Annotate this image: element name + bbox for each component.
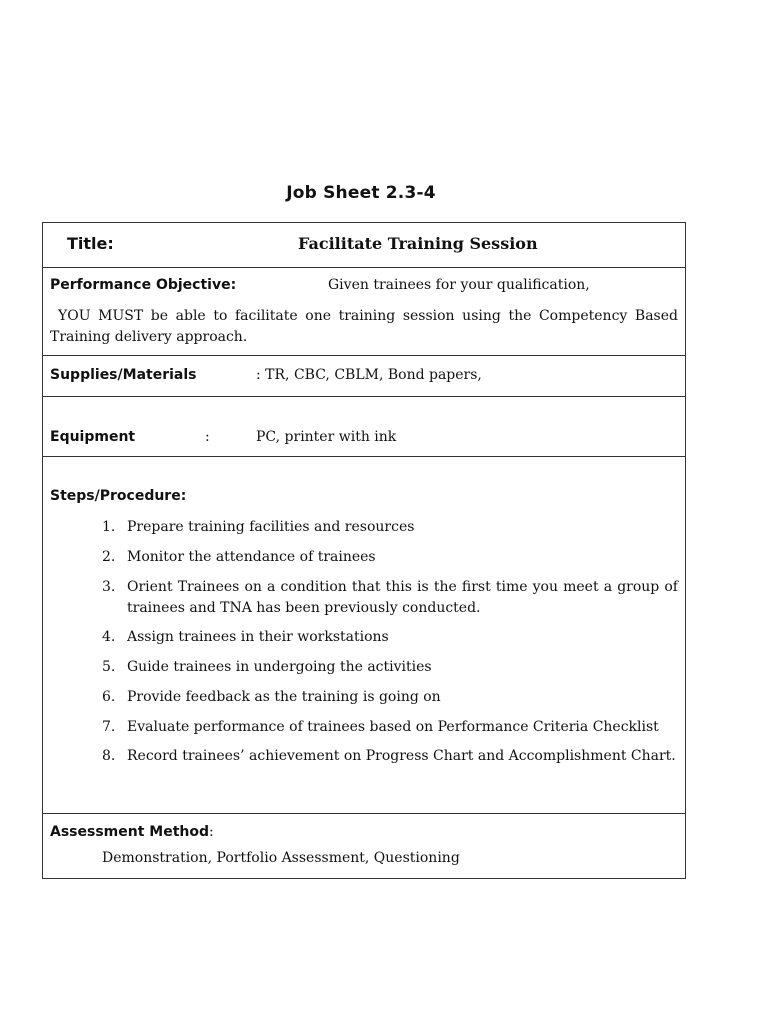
supplies-label: Supplies/Materials [50,367,197,383]
step-number: 4. [102,629,116,645]
performance-objective-label: Performance Objective: [50,277,237,293]
step-text: Assign trainees in their workstations [127,629,389,645]
performance-objective-body: YOU MUST be able to facilitate one training session using the Competency Based Training delivery approach. [50,308,678,345]
supplies-value: : TR, CBC, CBLM, Bond papers, [256,367,482,383]
step-item [102,577,678,619]
step-number: 5. [102,659,116,675]
assessment-colon: : [209,824,214,840]
step-text: Guide trainees in undergoing the activities [127,659,432,675]
supplies-row [43,356,685,397]
step-text: Prepare training facilities and resources [127,519,415,535]
step-text: Monitor the attendance of trainees [127,549,376,565]
step-number: 2. [102,549,116,565]
step-item [102,517,678,538]
performance-objective-row [43,268,685,356]
step-item [102,627,678,648]
steps-list [102,517,678,776]
job-sheet-heading: Job Sheet 2.3-4 [286,183,436,203]
assessment-label-group [50,821,214,840]
step-number: 8. [102,748,116,764]
performance-objective-intro: Given trainees for your qualification, [328,277,590,293]
step-number: 3. [102,579,116,595]
step-number: 1. [102,519,116,535]
step-number: 6. [102,689,116,705]
step-text: Evaluate performance of trainees based on Performance Criteria Checklist [127,719,659,735]
step-number: 7. [102,719,116,735]
title-value: Facilitate Training Session [298,234,538,253]
steps-row [43,457,685,814]
steps-label: Steps/Procedure: [50,488,187,504]
equipment-colon: : [205,429,210,445]
step-item [102,746,678,767]
assessment-label: Assessment Method [50,824,210,840]
equipment-row [43,397,685,457]
assessment-value: Demonstration, Portfolio Assessment, Questioning [102,850,460,866]
equipment-value: PC, printer with ink [256,429,397,445]
step-text: Orient Trainees on a condition that this is the first time you meet a group of trainees and TNA has been previously conducted. [127,579,678,616]
step-text: Provide feedback as the training is going on [127,689,441,705]
title-row [43,223,685,268]
job-sheet-table [42,222,686,879]
assessment-row [43,814,685,878]
step-item [102,547,678,568]
step-text: Record trainees’ achievement on Progress Chart and Accomplishment Chart. [127,748,676,764]
step-item [102,657,678,678]
step-item [102,717,678,738]
equipment-label: Equipment [50,429,136,445]
step-item [102,687,678,708]
title-label: Title: [67,234,114,253]
